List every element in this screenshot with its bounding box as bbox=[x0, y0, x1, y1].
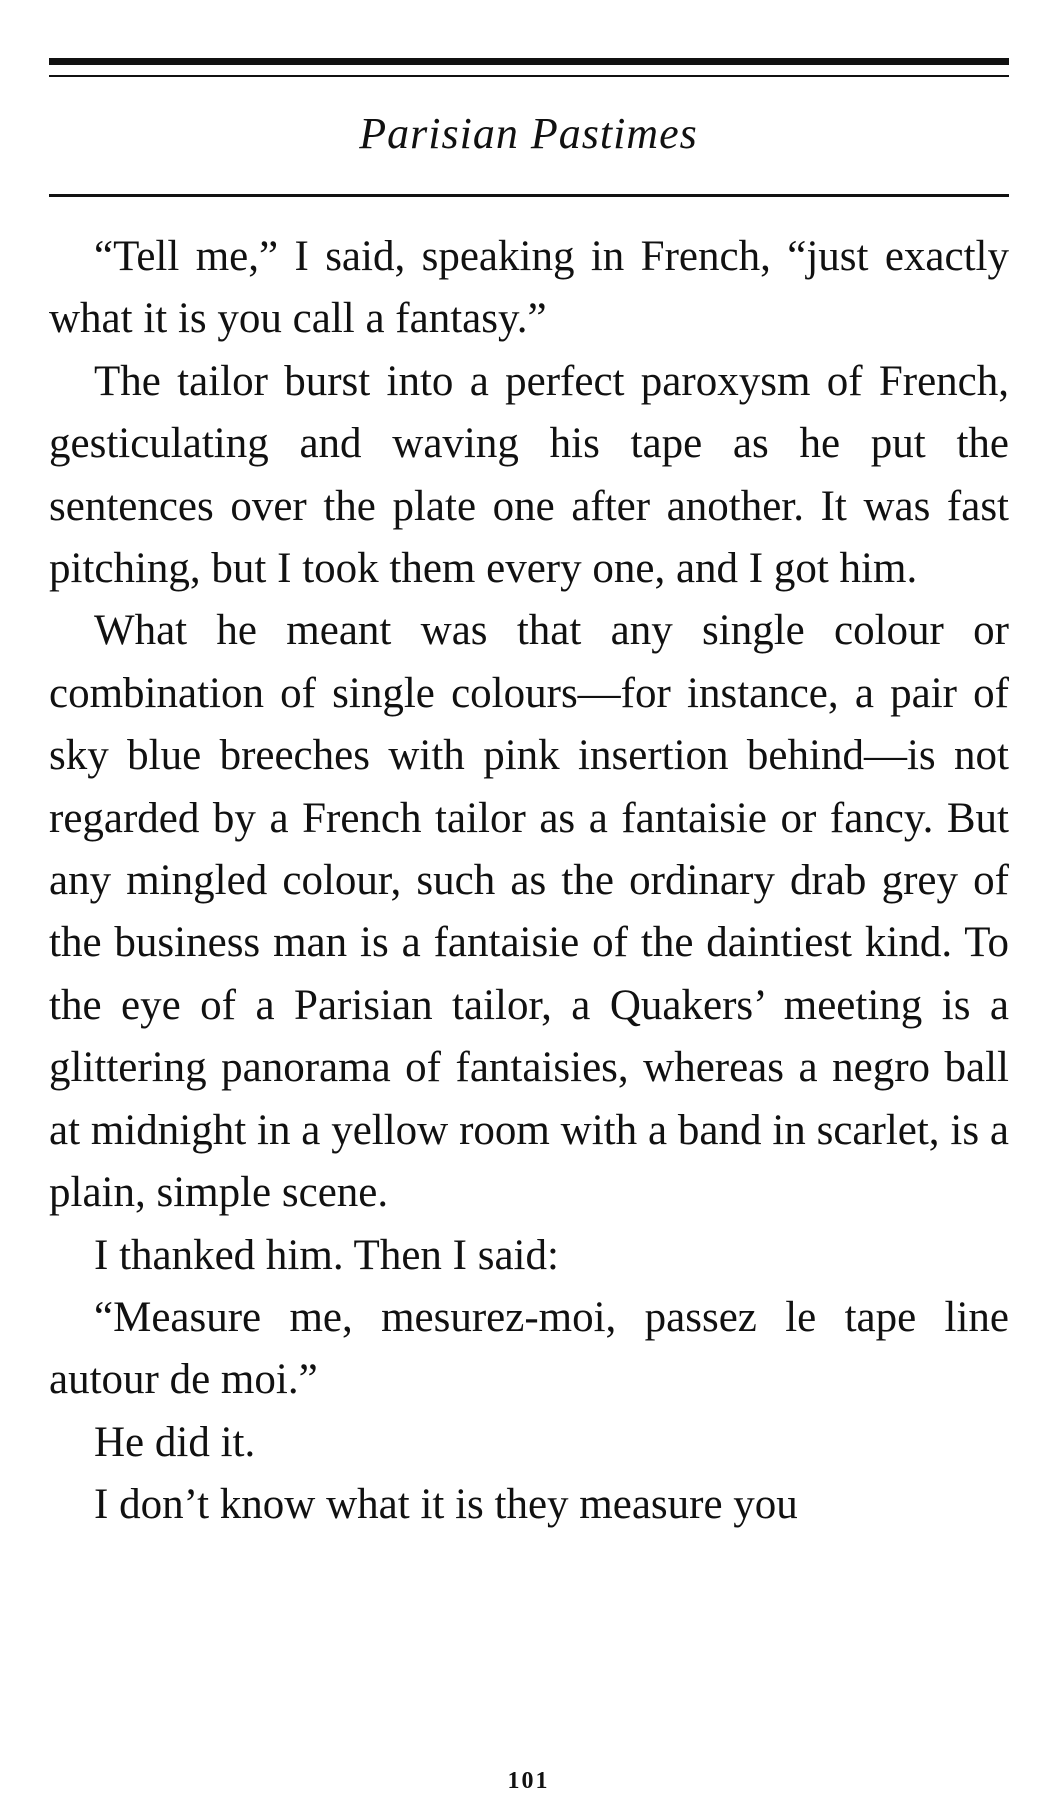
paragraph-4: I thanked him. Then I said: bbox=[94, 1231, 559, 1279]
paragraph-7: I don’t know what it is they measure you bbox=[94, 1481, 798, 1529]
paragraph-1: “Tell me,” I said, speaking in French, “just exactly what it is you call a fantasy.” bbox=[49, 233, 1009, 343]
paragraph-6: He did it. bbox=[94, 1418, 256, 1466]
running-head: Parisian Pastimes bbox=[359, 109, 698, 158]
paragraph-5: “Measure me, mesurez-moi, passez le tape line autour de moi.” bbox=[49, 1293, 1009, 1404]
header-rule-thick bbox=[49, 58, 1009, 65]
body-text bbox=[49, 226, 1009, 1537]
page-number: 101 bbox=[507, 1768, 550, 1794]
paragraph-2: The tailor burst into a perfect paroxysm of French, gesticulating and waving his tape as he put the sentences over the plate one after another. It was fast pitching, but I took them every one, and I got him. bbox=[49, 357, 1009, 593]
paragraph-3: What he meant was that any single colour or combination of single colours—for instance, a pair of sky blue breeches with pink insertion behind—is not regarded by a French tailor as a fantaisie or fancy. But any mingled colour, such as the ordinary drab grey of the business man is a fantaisie of the daintiest kind. To the eye of a Parisian tailor, a Quakers’ meeting is a glittering panorama of fantaisies, whereas a negro ball at midnight in a yellow room with a band in scarlet, is a plain, simple scene. bbox=[49, 607, 1009, 1217]
running-head-rule bbox=[49, 194, 1009, 197]
header-rule-thin bbox=[49, 75, 1009, 77]
